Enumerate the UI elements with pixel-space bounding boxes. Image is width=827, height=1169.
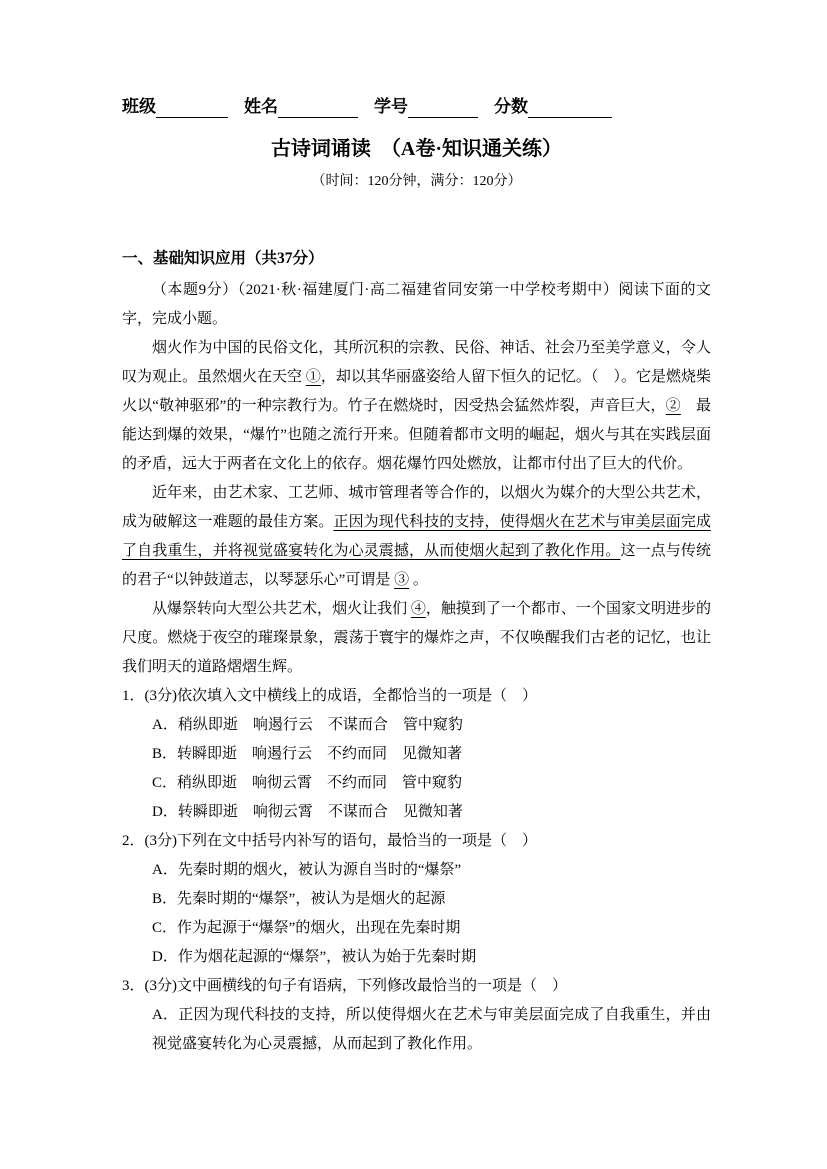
field-score (494, 96, 612, 118)
page-title: 古诗词诵读 （A卷·知识通关练） (270, 138, 563, 160)
underlined-sentence: 正因为现代科技的支持，使得烟火在艺术与审美层面完成了自我重生，并将视觉盛宴转化为心灵震撼，从而使烟火起到了教化作用。 (122, 514, 711, 559)
header-fields (122, 96, 711, 118)
score-blank-line (528, 100, 612, 118)
passage-text: 。 (409, 572, 428, 588)
question-3 (122, 972, 711, 1059)
option-d: D．转瞬即逝 响彻云霄 不谋而合 见微知著 (152, 804, 463, 820)
field-class (122, 96, 228, 118)
passage-paragraph-2 (122, 479, 711, 595)
option-a: A．先秦时期的烟火，被认为源自当时的“爆祭” (152, 862, 462, 878)
passage-text: ，触摸到了一个都市、一个国家文明进步的尺度。燃烧于夜空的璀璨景象，震荡于寰宇的爆炸之声，不仅唤醒我们古老的记忆，也让我们明天的道路熠熠生辉。 (122, 601, 711, 675)
field-name (244, 96, 358, 118)
passage-text: 近年来，由艺术家、工艺师、城市管理者等合作的，以烟火为媒介的大型公共艺术，成为破解这一难题的最佳方案。 (122, 485, 711, 530)
blank-3-marker: ③ (394, 572, 410, 588)
intro-paragraph: （本题9分）（2021·秋·福建厦门·高二福建省同安第一中学校考期中）阅读下面的文字，完成小题。 (122, 282, 711, 327)
field-label-student-id: 学号 (374, 97, 408, 116)
question-2 (122, 827, 711, 972)
blank-2-marker: ② (665, 398, 681, 414)
option-c: C．稍纵即逝 响彻云霄 不约而同 管中窥豹 (152, 775, 463, 791)
option-b: B．先秦时期的“爆祭”，被认为是烟火的起源 (152, 891, 446, 907)
passage-paragraph-1 (122, 334, 711, 479)
passage-text: 最能达到爆的效果，“爆竹”也随之流行开来。但随着都市文明的崛起，烟火与其在实践层面的矛盾，远大于两者在文化上的依存。烟花爆竹四处燃放，让都市付出了巨大的代价。 (122, 398, 711, 472)
passage-text: 烟火作为中国的民俗文化，其所沉积的宗教、民俗、神话、社会乃至美学意义，令人叹为观止。虽然烟火在天空 (122, 340, 711, 385)
option-a: A．稍纵即逝 响遏行云 不谋而合 管中窥豹 (152, 717, 463, 733)
question-1 (122, 682, 711, 827)
question-stem: 1．(3分)依次填入文中横线上的成语，全都恰当的一项是（ ） (122, 688, 537, 704)
field-student-id (374, 96, 478, 118)
option-b: B．转瞬即逝 响遏行云 不约而同 见微知著 (152, 746, 463, 762)
exam-time-info: （时间：120分钟，满分：120分） (311, 174, 522, 189)
passage-text: 这一点与传统的君子“以钟鼓道志，以琴瑟乐心”可谓是 (122, 543, 711, 588)
blank-4-marker: ④ (410, 601, 426, 617)
class-blank-line (156, 100, 228, 118)
option-a: A．正因为现代科技的支持，所以使得烟火在艺术与审美层面完成了自我重生，并由视觉盛宴转化为心灵震撼，从而起到了教化作用。 (152, 1007, 711, 1052)
student-id-blank-line (408, 100, 478, 118)
name-blank-line (278, 100, 358, 118)
passage-paragraph-3 (122, 595, 711, 682)
question-stem: 3．(3分)文中画横线的句子有语病，下列修改最恰当的一项是（ ） (122, 978, 567, 994)
passage-text: 从爆祭转向大型公共艺术，烟火让我们 (152, 601, 411, 617)
blank-1-marker: ① (305, 369, 321, 385)
option-d: D．作为烟花起源的“爆祭”，被认为始于先秦时期 (152, 949, 477, 965)
question-stem: 2．(3分)下列在文中括号内补写的语句，最恰当的一项是（ ） (122, 833, 537, 849)
section-heading: 一、基础知识应用（共37分） (122, 250, 324, 267)
field-label-name: 姓名 (244, 97, 278, 116)
field-label-class: 班级 (122, 97, 156, 116)
option-c: C．作为起源于“爆祭”的烟火，出现在先秦时期 (152, 920, 461, 936)
field-label-score: 分数 (494, 97, 528, 116)
passage-text: ，却以其华丽盛姿给人留下恒久的记忆。（ ）。它是燃烧柴火以“敬神驱邪”的一种宗教行为。竹子在燃烧时，因受热会猛然炸裂，声音巨大， (122, 369, 711, 414)
